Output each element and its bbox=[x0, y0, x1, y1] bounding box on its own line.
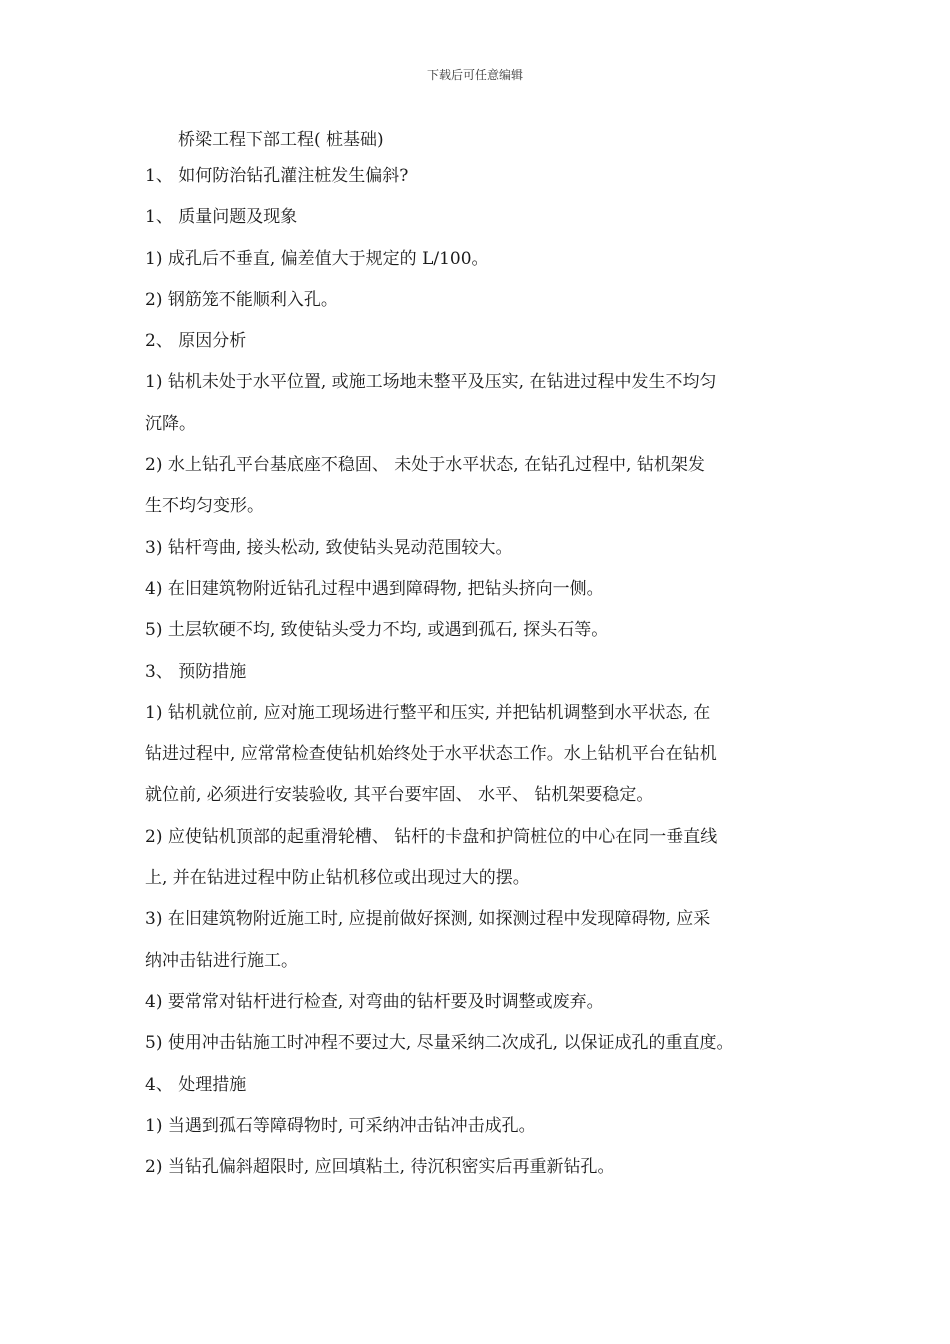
document-title: 桥梁工程下部工程( 桩基础) bbox=[178, 130, 384, 150]
text-line: 4) 在旧建筑物附近钻孔过程中遇到障碍物, 把钻头挤向一侧。 bbox=[145, 578, 604, 599]
text-line: 1) 成孔后不垂直, 偏差值大于规定的 L/100。 bbox=[145, 248, 489, 269]
text-line: 1) 钻机就位前, 应对施工现场进行整平和压实, 并把钻机调整到水平状态, 在 bbox=[145, 702, 711, 723]
text-line: 3) 钻杆弯曲, 接头松动, 致使钻头晃动范围较大。 bbox=[145, 537, 513, 558]
text-line: 就位前, 必须进行安装验收, 其平台要牢固、 水平、 钻机架要稳定。 bbox=[145, 785, 654, 806]
text-line: 上, 并在钻进过程中防止钻机移位或出现过大的摆。 bbox=[145, 868, 530, 889]
text-line: 5) 土层软硬不均, 致使钻头受力不均, 或遇到孤石, 探头石等。 bbox=[145, 620, 609, 641]
text-line: 2) 应使钻机顶部的起重滑轮槽、 钻杆的卡盘和护筒桩位的中心在同一垂直线 bbox=[145, 826, 718, 847]
document-body bbox=[145, 166, 835, 1198]
text-line: 2) 水上钻孔平台基底座不稳固、 未处于水平状态, 在钻孔过程中, 钻机架发 bbox=[145, 455, 705, 476]
text-line: 5) 使用冲击钻施工时冲程不要过大, 尽量采纳二次成孔, 以保证成孔的重直度。 bbox=[145, 1033, 734, 1054]
text-line: 1) 当遇到孤石等障碍物时, 可采纳冲击钻冲击成孔。 bbox=[145, 1115, 536, 1136]
text-line: 3) 在旧建筑物附近施工时, 应提前做好探测, 如探测过程中发现障碍物, 应采 bbox=[145, 909, 711, 930]
text-line: 2) 当钻孔偏斜超限时, 应回填粘土, 待沉积密实后再重新钻孔。 bbox=[145, 1157, 615, 1178]
text-line: 1) 钻机未处于水平位置, 或施工场地未整平及压实, 在钻进过程中发生不均匀 bbox=[145, 372, 717, 393]
text-line: 2) 钢筋笼不能顺利入孔。 bbox=[145, 289, 338, 310]
page-header: 下载后可任意编辑 bbox=[426, 68, 523, 82]
text-line: 1、 质量问题及现象 bbox=[145, 207, 298, 228]
text-line: 钻进过程中, 应常常检查使钻机始终处于水平状态工作。水上钻机平台在钻机 bbox=[145, 744, 717, 765]
text-line: 纳冲击钻进行施工。 bbox=[145, 950, 298, 971]
text-line: 生不均匀变形。 bbox=[145, 496, 264, 517]
text-line: 4) 要常常对钻杆进行检查, 对弯曲的钻杆要及时调整或废弃。 bbox=[145, 991, 604, 1012]
text-line: 4、 处理措施 bbox=[145, 1074, 247, 1095]
text-line: 1、 如何防治钻孔灌注桩发生偏斜? bbox=[145, 166, 409, 186]
text-line: 2、 原因分析 bbox=[145, 331, 247, 352]
text-line: 沉降。 bbox=[145, 413, 196, 434]
text-line: 3、 预防措施 bbox=[145, 661, 247, 682]
